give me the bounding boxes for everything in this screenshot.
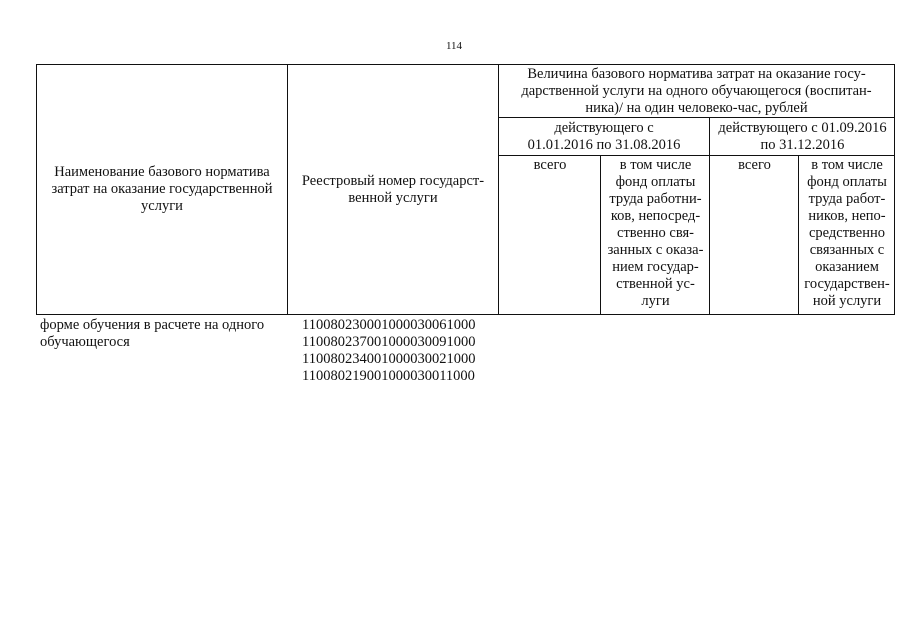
header-total-2	[711, 157, 798, 314]
header-included-2	[800, 157, 894, 314]
column-divider-1	[287, 64, 288, 315]
row-divider-subheaders	[498, 155, 895, 156]
table-border-left	[36, 64, 37, 315]
period-1-text: действующего с 01.01.2016 по 31.08.2016	[527, 119, 681, 153]
page-number: 114	[445, 40, 463, 52]
row-name-line-1: форме обучения в расчете на одного	[40, 317, 265, 333]
registry-number-1: 110080230001000030061000	[302, 317, 476, 333]
total-1-text: всего	[533, 157, 567, 173]
column-divider-2	[498, 64, 499, 315]
column-divider-p2	[798, 155, 799, 315]
registry-number-3: 110080234001000030021000	[302, 351, 476, 367]
header-included-1	[602, 157, 709, 314]
column-divider-p1	[600, 155, 601, 315]
table-border-right	[894, 64, 895, 315]
header-value-text: Величина базового норматива затрат на оказание госу-дарственной услуги на одного обучающегося (воспитан-ника)/ на один человеко-час, рублей	[521, 65, 872, 116]
period-2-text: действующего с 01.09.2016 по 31.12.2016	[718, 119, 887, 153]
header-period-2	[711, 118, 894, 155]
column-divider-periods	[709, 117, 710, 315]
header-total-1	[500, 157, 600, 314]
included-1-text: в том числе фонд оплаты труда работни-ков, непосред-ственно свя-занных с оказа-нием государ-ственной ус-луги	[607, 157, 704, 309]
header-registry-column	[290, 65, 496, 314]
included-2-text: в том числе фонд оплаты труда работ-ников, непо-средственно связанных с оказанием государствен-ной услуги	[804, 157, 890, 309]
header-period-1	[500, 118, 708, 155]
header-registry-text: Реестровый номер государст-венной услуги	[301, 172, 485, 206]
header-value-group	[500, 65, 893, 117]
header-name-column	[40, 65, 284, 314]
header-name-text: Наименование базового норматива затрат на оказание государственной услуги	[51, 164, 273, 214]
registry-number-2: 110080237001000030091000	[302, 334, 476, 350]
row-name-line-2: обучающегося	[40, 334, 130, 350]
registry-number-4: 110080219001000030011000	[302, 368, 475, 384]
table-border-bottom	[36, 314, 895, 315]
total-2-text: всего	[738, 157, 771, 173]
